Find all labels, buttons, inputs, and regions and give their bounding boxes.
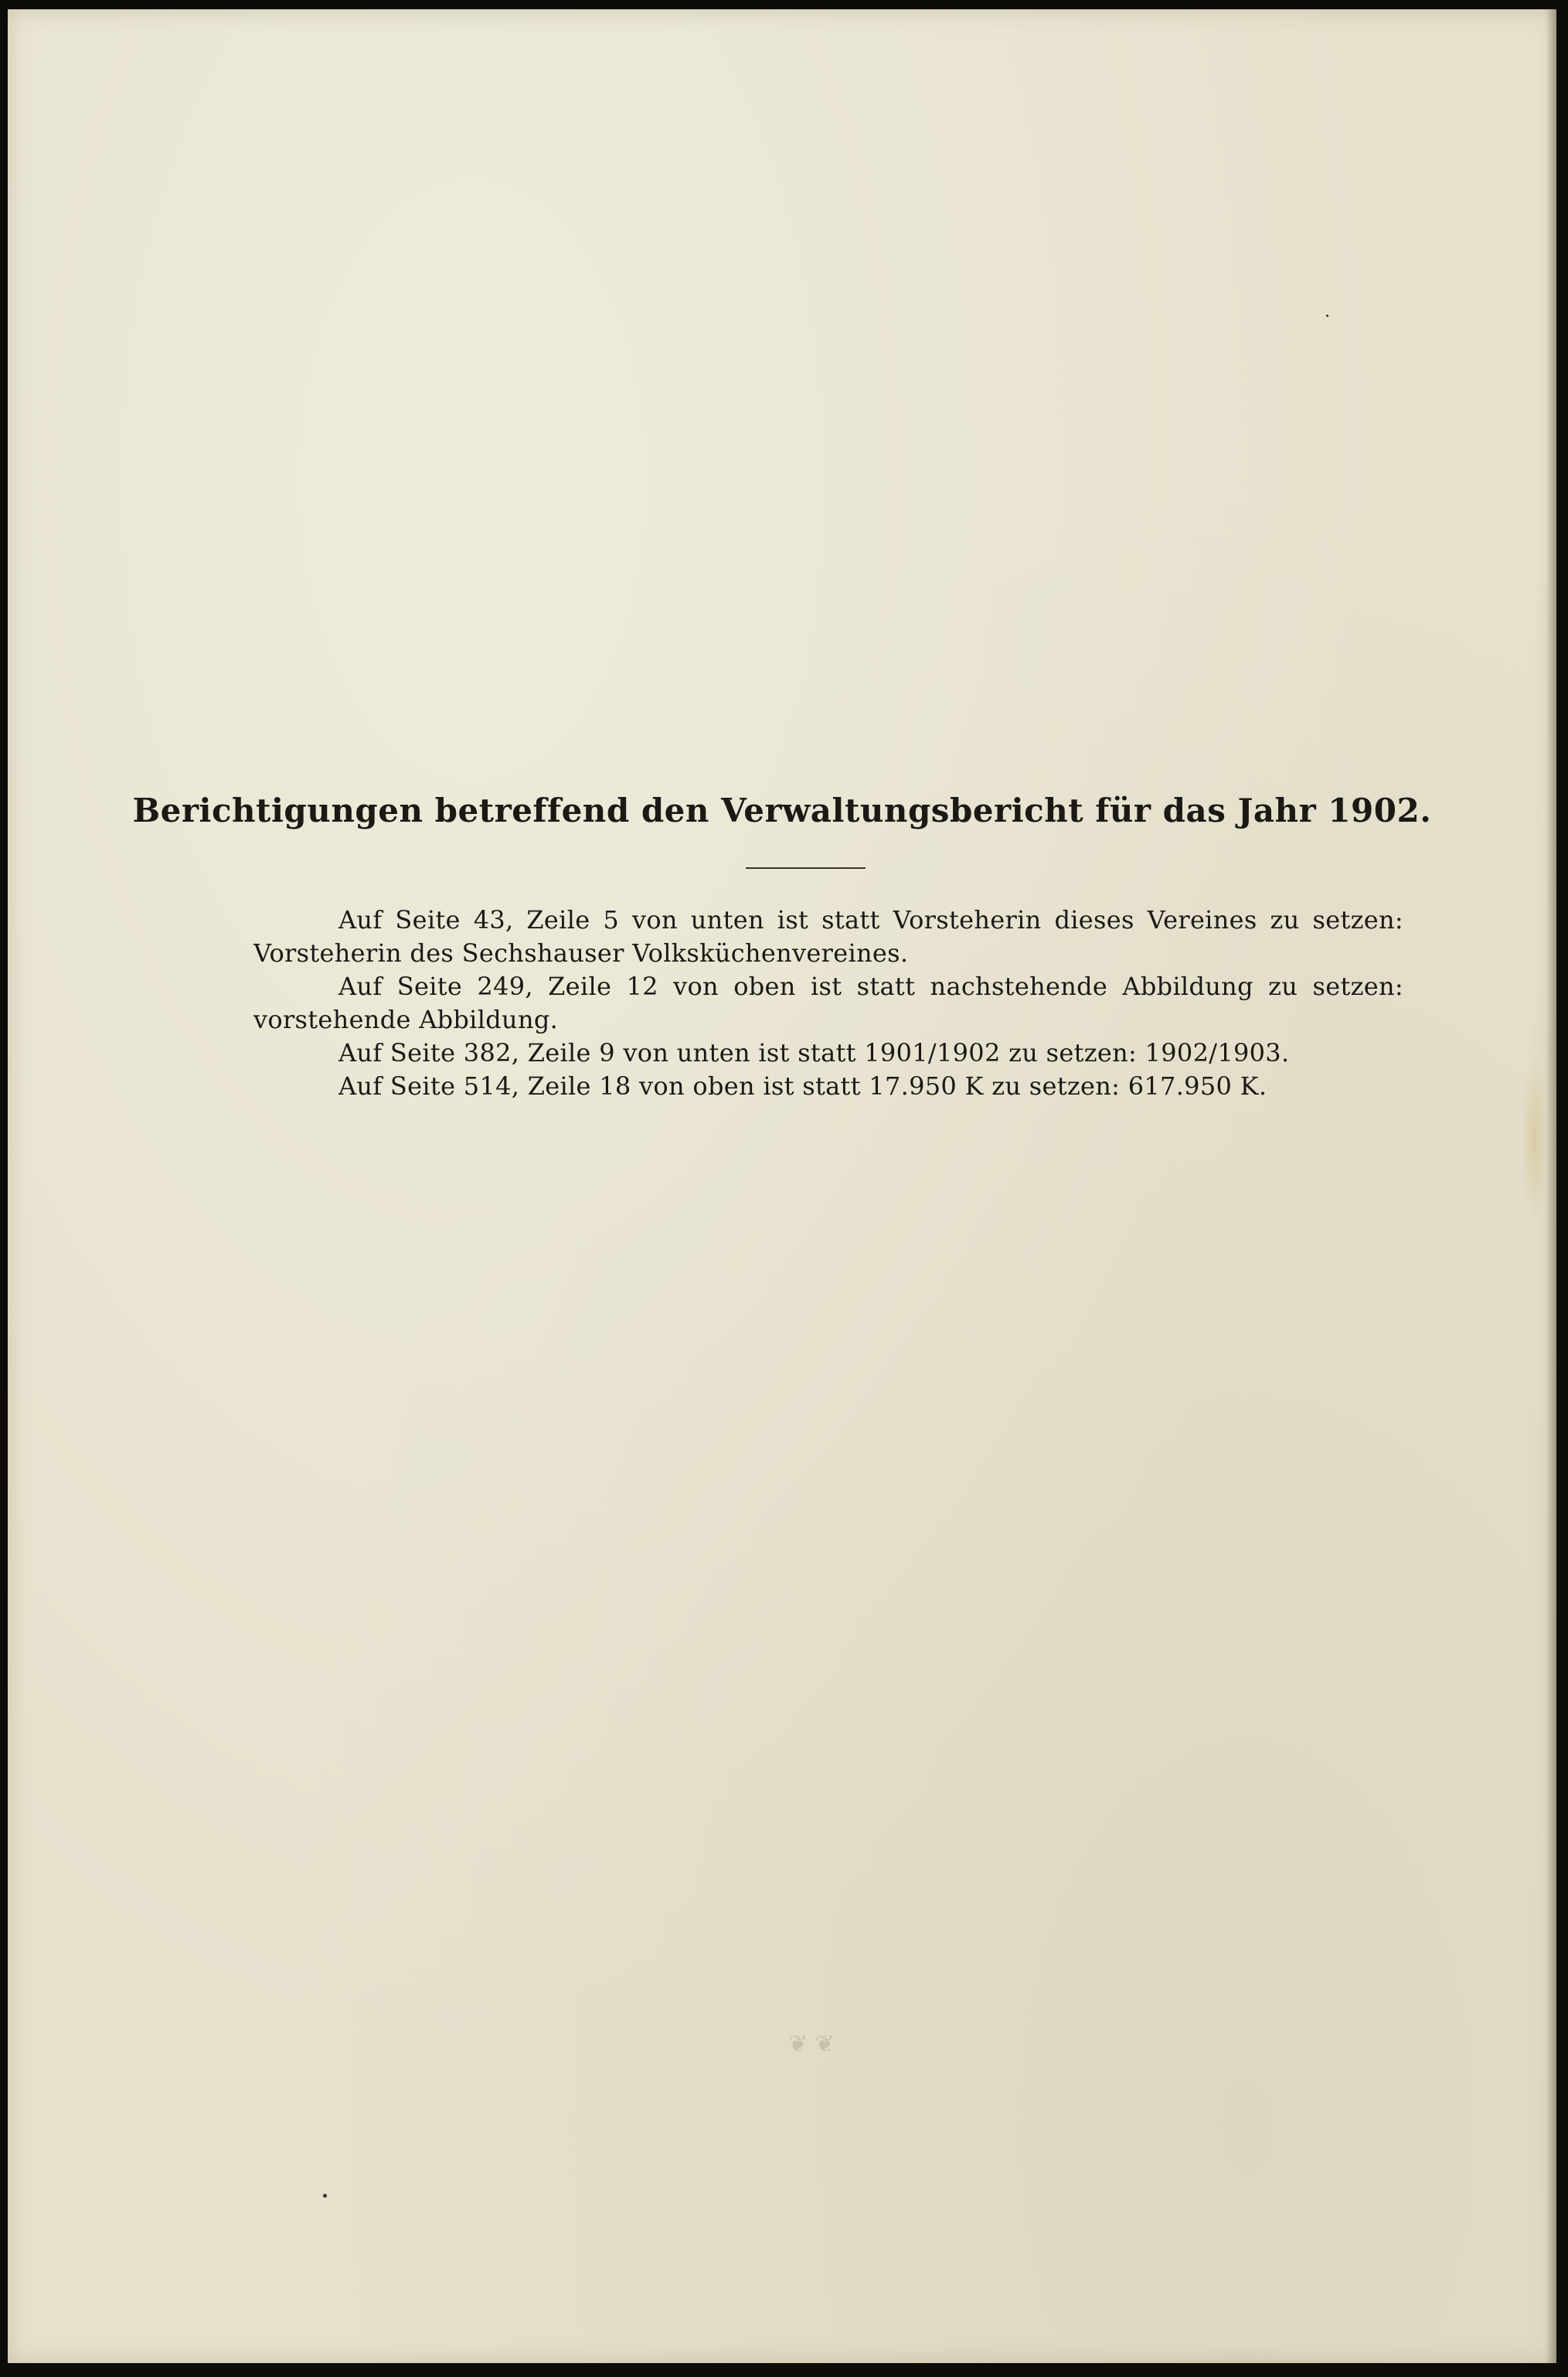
ink-speck [1326,315,1328,317]
corrections-list [253,904,1403,1103]
ink-speck [323,2194,327,2198]
document-page [8,9,1556,2363]
correction-entry-1: Auf Seite 43, Zeile 5 von unten ist statt Vorsteherin dieses Vereines zu setzen: Vorsteherin des Sechshauser Volksküchenvereines. [253,905,1403,968]
heading-divider [746,867,866,869]
document-heading: Berichtigungen betreffend den Verwaltungsbericht für das Jahr 1902. [132,792,1432,829]
correction-entry-4: Auf Seite 514, Zeile 18 von oben ist statt 17.950 K zu setzen: 617.950 K. [338,1071,1267,1101]
correction-entry-3: Auf Seite 382, Zeile 9 von unten ist statt 1901/1902 zu setzen: 1902/1903. [338,1038,1290,1068]
bleed-through-ornament-icon: ❦ ❦ [788,2031,835,2058]
paper-stain [1521,1053,1549,1223]
correction-entry-2: Auf Seite 249, Zeile 12 von oben ist statt nachstehende Abbildung zu setzen: vorstehende Abbildung. [253,972,1403,1034]
